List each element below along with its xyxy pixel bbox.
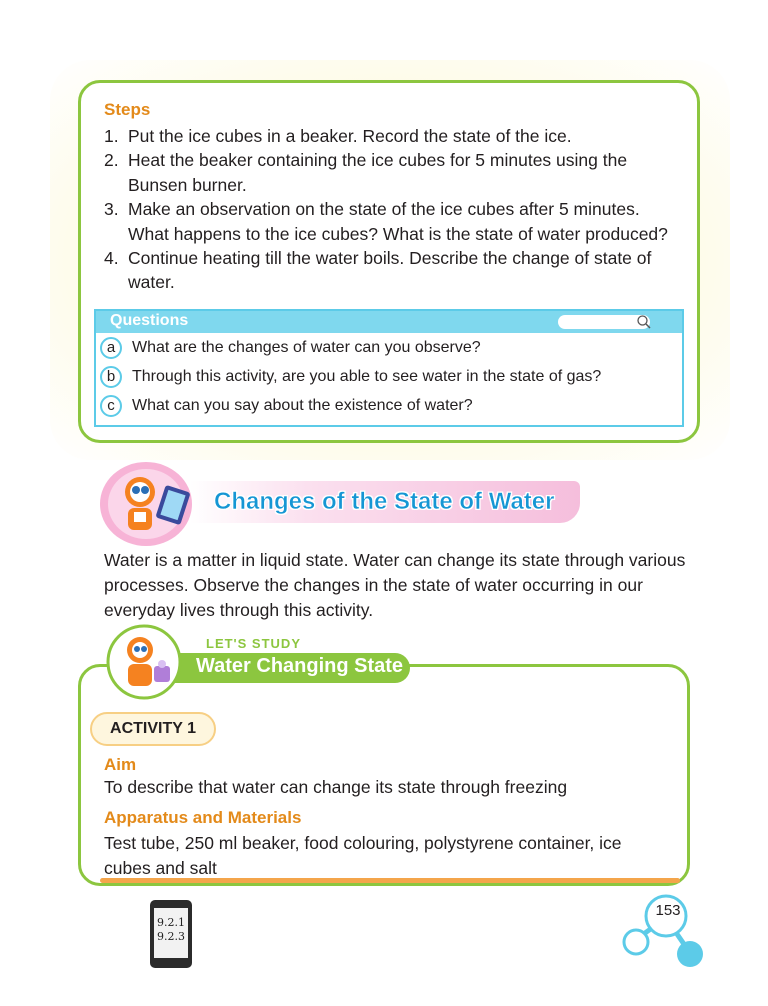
question-text: What are the changes of water can you observe?: [132, 338, 481, 356]
page-number: 153: [655, 902, 681, 919]
step-number: 4.: [104, 248, 119, 269]
apparatus-heading: Apparatus and Materials: [104, 808, 302, 827]
study-title: Water Changing State: [196, 655, 404, 677]
robot-scientist-icon: [104, 622, 186, 700]
tablet-screen: [154, 908, 188, 958]
aim-heading: Aim: [104, 755, 137, 774]
question-text: What can you say about the existence of water?: [132, 396, 473, 414]
questions-box: [94, 309, 684, 427]
robot-mascot-icon: [98, 458, 208, 548]
magnifier-icon: [636, 314, 652, 330]
question-letter: b: [100, 366, 122, 388]
question-row: [100, 362, 682, 391]
steps-title: Steps: [104, 100, 151, 119]
step-text: Put the ice cubes in a beaker. Record the state of the ice.: [128, 126, 572, 146]
question-text: Through this activity, are you able to see water in the state of gas?: [132, 367, 602, 385]
question-letter: a: [100, 337, 122, 359]
step-text: Make an observation on the state of the ice cubes after 5 minutes. What happens to the ice cubes? What is the state of water produced?: [128, 199, 668, 244]
question-letter: c: [100, 395, 122, 417]
step-text: Heat the beaker containing the ice cubes for 5 minutes using the Bunsen burner.: [128, 150, 628, 195]
standard-code: 9.2.3: [157, 930, 185, 943]
standard-code: 9.2.1: [157, 916, 185, 929]
question-row: [100, 391, 682, 420]
tablet-icon: [150, 900, 192, 968]
step-number: 1.: [104, 126, 119, 146]
steps-list: [104, 124, 684, 295]
step-item: [104, 197, 684, 246]
bottom-divider: [100, 878, 680, 883]
step-item: [104, 246, 684, 295]
section-title: Changes of the State of Water: [214, 488, 555, 515]
questions-header: [96, 311, 682, 333]
study-label: LET'S STUDY: [206, 636, 301, 651]
step-number: 2.: [104, 150, 119, 171]
step-number: 3.: [104, 199, 119, 220]
aim-text: To describe that water can change its state through freezing: [104, 777, 568, 797]
apparatus-text: Test tube, 250 ml beaker, food colouring, polystyrene container, ice cubes and salt: [104, 833, 622, 878]
step-item: [104, 148, 684, 197]
questions-title: Questions: [110, 312, 189, 329]
section-intro: Water is a matter in liquid state. Water can change its state through various processes. Observe the changes in the state of water occurring in our everyday lives through this activity.: [104, 550, 686, 620]
step-item: [104, 124, 684, 148]
step-text: Continue heating till the water boils. Describe the change of state of water.: [128, 248, 652, 293]
question-row: [100, 333, 682, 362]
activity-badge: ACTIVITY 1: [90, 712, 216, 746]
